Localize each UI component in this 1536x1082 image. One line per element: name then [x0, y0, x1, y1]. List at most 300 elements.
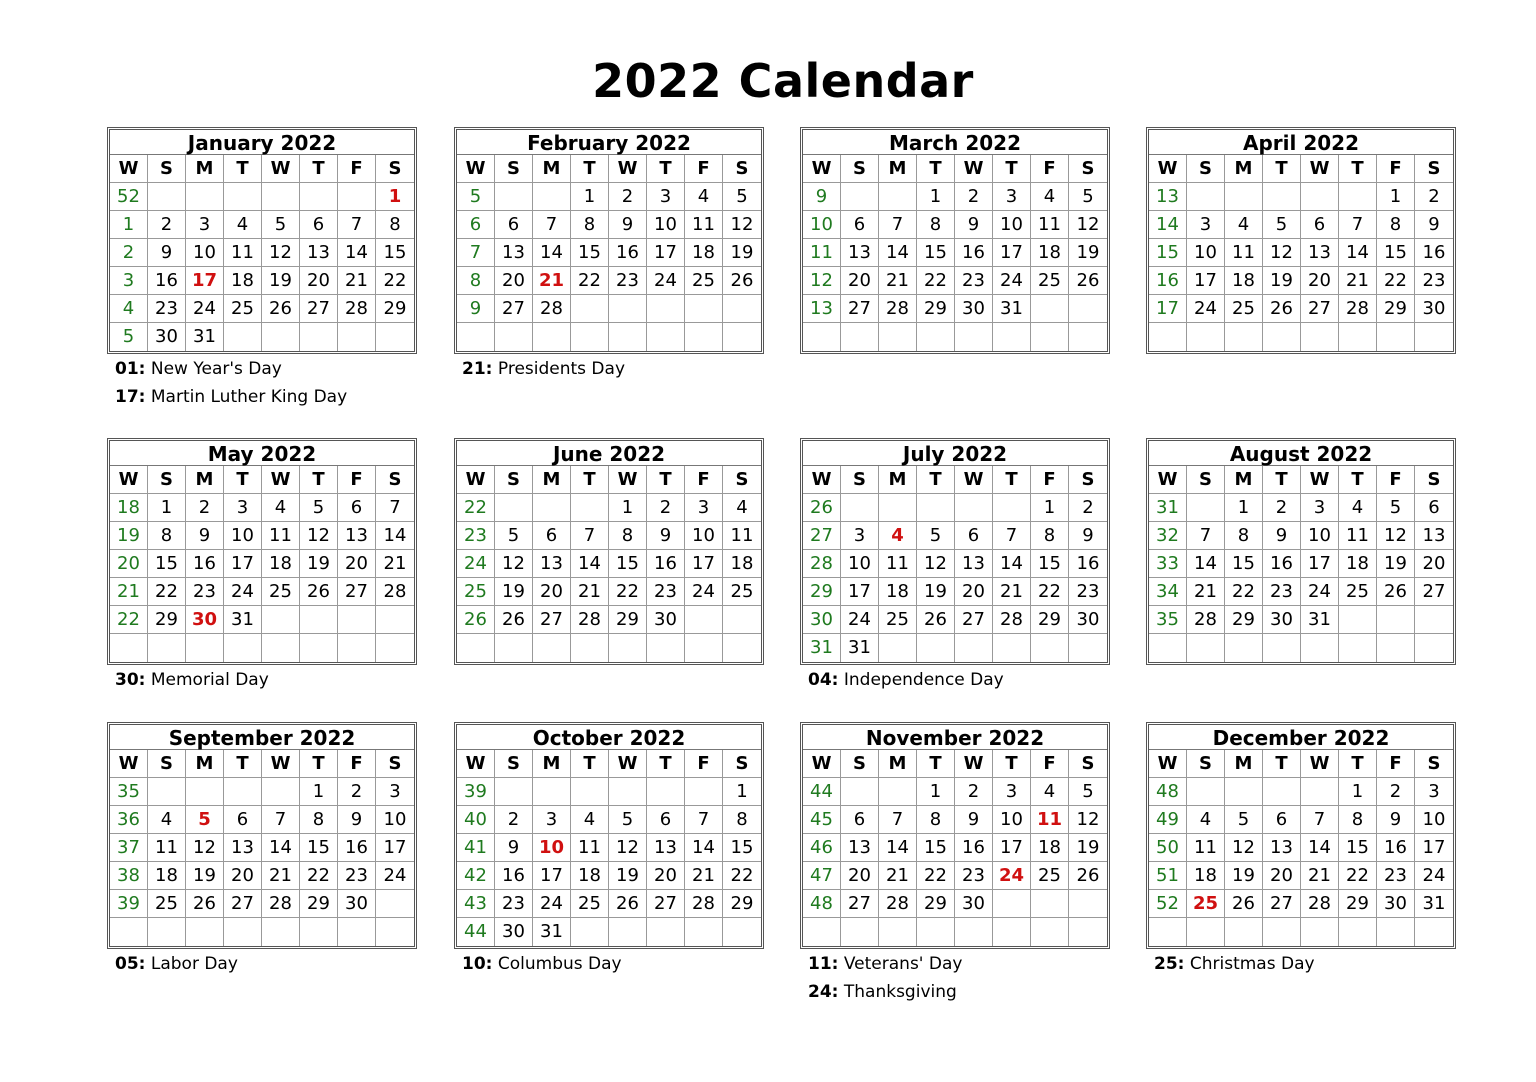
date-cell: 28	[376, 578, 414, 606]
date-cell: 3	[533, 806, 571, 834]
date-cell: 31	[993, 295, 1031, 323]
month-calendar	[800, 127, 1110, 354]
holiday-note-name: Presidents Day	[492, 359, 625, 379]
date-cell: 27	[841, 295, 879, 323]
date-cell	[1339, 606, 1377, 634]
date-cell: 8	[609, 522, 647, 550]
week-number-header: W	[803, 750, 841, 778]
day-header: M	[533, 466, 571, 494]
month-title: July 2022	[803, 441, 1107, 466]
date-cell: 4	[262, 494, 300, 522]
month-title: March 2022	[803, 130, 1107, 155]
date-cell	[262, 918, 300, 946]
holiday-date-cell: 10	[533, 834, 571, 862]
date-cell	[609, 778, 647, 806]
date-cell: 3	[224, 494, 262, 522]
date-cell: 14	[685, 834, 723, 862]
date-cell: 18	[148, 862, 186, 890]
day-header: S	[1415, 155, 1453, 183]
week-number	[457, 634, 495, 662]
date-cell: 6	[533, 522, 571, 550]
week-number: 26	[803, 494, 841, 522]
date-cell: 16	[1377, 834, 1415, 862]
day-header: T	[224, 155, 262, 183]
date-cell: 22	[917, 267, 955, 295]
date-cell: 15	[609, 550, 647, 578]
date-cell: 14	[879, 239, 917, 267]
week-number: 5	[110, 323, 148, 351]
date-cell: 18	[1031, 239, 1069, 267]
date-cell: 27	[533, 606, 571, 634]
day-header: M	[533, 155, 571, 183]
date-cell: 14	[262, 834, 300, 862]
date-cell	[685, 295, 723, 323]
date-cell: 28	[685, 890, 723, 918]
week-number-header: W	[110, 155, 148, 183]
date-cell	[495, 494, 533, 522]
date-cell: 24	[1187, 295, 1225, 323]
date-cell: 6	[841, 806, 879, 834]
date-cell	[533, 778, 571, 806]
date-cell: 11	[571, 834, 609, 862]
date-cell: 4	[571, 806, 609, 834]
date-cell: 9	[1415, 211, 1453, 239]
date-cell: 24	[1301, 578, 1339, 606]
date-cell: 6	[338, 494, 376, 522]
date-cell	[1263, 778, 1301, 806]
date-cell: 6	[1263, 806, 1301, 834]
date-cell: 28	[879, 295, 917, 323]
day-header: W	[609, 155, 647, 183]
date-cell: 8	[1031, 522, 1069, 550]
date-cell: 15	[917, 834, 955, 862]
month-grid	[110, 750, 414, 946]
date-cell: 9	[148, 239, 186, 267]
date-cell	[1069, 323, 1107, 351]
date-cell: 25	[1225, 295, 1263, 323]
date-cell	[186, 634, 224, 662]
date-cell	[495, 634, 533, 662]
date-cell	[1263, 183, 1301, 211]
date-cell	[571, 778, 609, 806]
week-number: 17	[1149, 295, 1187, 323]
date-cell	[1069, 295, 1107, 323]
date-cell: 16	[1263, 550, 1301, 578]
date-cell: 20	[224, 862, 262, 890]
month-title: January 2022	[110, 130, 414, 155]
date-cell: 30	[955, 890, 993, 918]
week-number: 52	[1149, 890, 1187, 918]
date-cell	[879, 778, 917, 806]
date-cell: 1	[300, 778, 338, 806]
date-cell: 2	[495, 806, 533, 834]
date-cell: 10	[376, 806, 414, 834]
week-number	[110, 634, 148, 662]
date-cell: 28	[338, 295, 376, 323]
date-cell: 5	[1263, 211, 1301, 239]
date-cell: 30	[955, 295, 993, 323]
week-number: 26	[457, 606, 495, 634]
date-cell: 22	[376, 267, 414, 295]
holiday-note-day: 01:	[115, 359, 146, 379]
date-cell: 25	[1031, 862, 1069, 890]
date-cell	[993, 634, 1031, 662]
date-cell: 28	[993, 606, 1031, 634]
date-cell: 13	[495, 239, 533, 267]
date-cell	[1301, 634, 1339, 662]
date-cell: 24	[1415, 862, 1453, 890]
date-cell: 6	[224, 806, 262, 834]
day-header: S	[376, 155, 414, 183]
month-grid	[110, 466, 414, 662]
week-number: 22	[110, 606, 148, 634]
date-cell: 28	[262, 890, 300, 918]
date-cell	[1301, 918, 1339, 946]
date-cell	[955, 634, 993, 662]
date-cell	[148, 918, 186, 946]
month-calendar	[1146, 127, 1456, 354]
date-cell	[841, 183, 879, 211]
date-cell: 11	[879, 550, 917, 578]
date-cell: 4	[1225, 211, 1263, 239]
week-number: 31	[803, 634, 841, 662]
week-number: 37	[110, 834, 148, 862]
holiday-note-name: Martin Luther King Day	[145, 387, 348, 407]
week-number: 27	[803, 522, 841, 550]
date-cell: 19	[1377, 550, 1415, 578]
week-number	[1149, 634, 1187, 662]
date-cell: 17	[647, 239, 685, 267]
day-header: S	[376, 466, 414, 494]
day-header: T	[993, 750, 1031, 778]
date-cell	[1415, 634, 1453, 662]
date-cell: 5	[1225, 806, 1263, 834]
date-cell: 28	[571, 606, 609, 634]
week-number: 43	[457, 890, 495, 918]
week-number: 35	[1149, 606, 1187, 634]
date-cell: 2	[186, 494, 224, 522]
date-cell: 1	[917, 183, 955, 211]
day-header: S	[1187, 750, 1225, 778]
date-cell	[338, 606, 376, 634]
date-cell	[841, 778, 879, 806]
day-header: W	[262, 466, 300, 494]
date-cell	[224, 918, 262, 946]
date-cell: 26	[300, 578, 338, 606]
date-cell: 27	[300, 295, 338, 323]
date-cell	[1225, 183, 1263, 211]
date-cell: 22	[571, 267, 609, 295]
week-number: 19	[110, 522, 148, 550]
week-number: 44	[457, 918, 495, 946]
date-cell: 3	[993, 183, 1031, 211]
date-cell: 3	[841, 522, 879, 550]
week-number	[803, 323, 841, 351]
date-cell: 26	[723, 267, 761, 295]
week-number: 8	[457, 267, 495, 295]
week-number: 33	[1149, 550, 1187, 578]
week-number: 49	[1149, 806, 1187, 834]
date-cell	[1225, 323, 1263, 351]
date-cell	[917, 918, 955, 946]
week-number	[110, 918, 148, 946]
date-cell: 11	[262, 522, 300, 550]
date-cell: 12	[495, 550, 533, 578]
date-cell: 14	[571, 550, 609, 578]
date-cell: 13	[224, 834, 262, 862]
date-cell	[148, 183, 186, 211]
date-cell: 15	[1339, 834, 1377, 862]
date-cell: 30	[1069, 606, 1107, 634]
date-cell: 14	[993, 550, 1031, 578]
date-cell: 12	[186, 834, 224, 862]
holiday-note	[808, 978, 1128, 1006]
date-cell	[186, 918, 224, 946]
date-cell: 20	[300, 267, 338, 295]
date-cell: 9	[1263, 522, 1301, 550]
date-cell	[1415, 918, 1453, 946]
date-cell: 19	[917, 578, 955, 606]
holiday-note	[808, 950, 1128, 978]
date-cell: 28	[1339, 295, 1377, 323]
date-cell	[1031, 323, 1069, 351]
week-number: 13	[803, 295, 841, 323]
day-header: W	[609, 466, 647, 494]
month-title: October 2022	[457, 725, 761, 750]
day-header: T	[1263, 155, 1301, 183]
date-cell: 17	[533, 862, 571, 890]
date-cell: 8	[917, 211, 955, 239]
week-number: 9	[803, 183, 841, 211]
holiday-date-cell: 30	[186, 606, 224, 634]
holiday-notes	[462, 355, 782, 383]
date-cell: 25	[685, 267, 723, 295]
date-cell: 23	[955, 267, 993, 295]
date-cell: 25	[224, 295, 262, 323]
day-header: S	[841, 750, 879, 778]
day-header: S	[148, 750, 186, 778]
day-header: W	[609, 750, 647, 778]
day-header: S	[723, 750, 761, 778]
date-cell: 20	[533, 578, 571, 606]
week-number: 9	[457, 295, 495, 323]
week-number: 29	[803, 578, 841, 606]
date-cell: 13	[955, 550, 993, 578]
date-cell: 13	[1415, 522, 1453, 550]
day-header: T	[917, 466, 955, 494]
date-cell	[148, 634, 186, 662]
holiday-note	[115, 666, 435, 694]
month-grid	[110, 155, 414, 351]
date-cell	[1377, 606, 1415, 634]
date-cell: 30	[1415, 295, 1453, 323]
date-cell: 25	[1031, 267, 1069, 295]
date-cell	[1031, 890, 1069, 918]
date-cell	[338, 634, 376, 662]
month-title: June 2022	[457, 441, 761, 466]
date-cell: 24	[186, 295, 224, 323]
date-cell: 12	[723, 211, 761, 239]
date-cell	[376, 918, 414, 946]
date-cell: 25	[148, 890, 186, 918]
week-number: 36	[110, 806, 148, 834]
month-grid	[1149, 155, 1453, 351]
day-header: W	[262, 155, 300, 183]
date-cell: 3	[1415, 778, 1453, 806]
date-cell: 20	[841, 862, 879, 890]
page-title: 2022 Calendar	[592, 54, 974, 108]
date-cell: 23	[148, 295, 186, 323]
day-header: M	[186, 750, 224, 778]
day-header: S	[841, 466, 879, 494]
date-cell	[1031, 634, 1069, 662]
date-cell: 17	[1415, 834, 1453, 862]
week-number: 40	[457, 806, 495, 834]
holiday-date-cell: 5	[186, 806, 224, 834]
date-cell: 11	[148, 834, 186, 862]
day-header: T	[647, 155, 685, 183]
date-cell	[1339, 323, 1377, 351]
date-cell: 21	[1187, 578, 1225, 606]
date-cell: 26	[1377, 578, 1415, 606]
date-cell: 7	[338, 211, 376, 239]
date-cell: 12	[1069, 211, 1107, 239]
date-cell: 7	[879, 806, 917, 834]
date-cell: 30	[148, 323, 186, 351]
week-number: 46	[803, 834, 841, 862]
date-cell: 2	[1377, 778, 1415, 806]
date-cell: 20	[647, 862, 685, 890]
week-number-header: W	[457, 155, 495, 183]
day-header: S	[495, 750, 533, 778]
date-cell: 17	[1301, 550, 1339, 578]
week-number-header: W	[1149, 750, 1187, 778]
week-number-header: W	[457, 466, 495, 494]
date-cell: 16	[955, 239, 993, 267]
date-cell: 16	[338, 834, 376, 862]
date-cell	[1225, 778, 1263, 806]
date-cell: 5	[609, 806, 647, 834]
month-calendar	[1146, 722, 1456, 949]
date-cell: 15	[917, 239, 955, 267]
date-cell: 6	[841, 211, 879, 239]
month-title: September 2022	[110, 725, 414, 750]
holiday-note	[808, 666, 1128, 694]
date-cell	[685, 918, 723, 946]
holiday-note	[1154, 950, 1474, 978]
date-cell: 9	[647, 522, 685, 550]
date-cell: 8	[376, 211, 414, 239]
date-cell: 1	[1225, 494, 1263, 522]
date-cell	[723, 295, 761, 323]
date-cell: 31	[224, 606, 262, 634]
date-cell: 9	[338, 806, 376, 834]
date-cell: 14	[879, 834, 917, 862]
week-number: 39	[457, 778, 495, 806]
date-cell: 3	[1187, 211, 1225, 239]
date-cell: 10	[186, 239, 224, 267]
date-cell: 5	[1069, 183, 1107, 211]
date-cell: 11	[224, 239, 262, 267]
day-header: W	[1301, 750, 1339, 778]
date-cell	[955, 494, 993, 522]
date-cell: 29	[376, 295, 414, 323]
date-cell: 23	[647, 578, 685, 606]
date-cell: 5	[917, 522, 955, 550]
date-cell: 1	[1339, 778, 1377, 806]
date-cell	[1187, 778, 1225, 806]
date-cell: 28	[533, 295, 571, 323]
date-cell: 9	[186, 522, 224, 550]
date-cell: 13	[841, 239, 879, 267]
date-cell: 8	[1377, 211, 1415, 239]
holiday-date-cell: 11	[1031, 806, 1069, 834]
date-cell	[376, 606, 414, 634]
date-cell: 11	[1225, 239, 1263, 267]
date-cell: 5	[300, 494, 338, 522]
date-cell: 4	[224, 211, 262, 239]
holiday-note-name: Christmas Day	[1184, 954, 1315, 974]
date-cell: 26	[1069, 862, 1107, 890]
date-cell	[338, 323, 376, 351]
date-cell: 31	[533, 918, 571, 946]
date-cell: 20	[841, 267, 879, 295]
date-cell: 19	[262, 267, 300, 295]
month-grid	[803, 750, 1107, 946]
month-calendar	[1146, 438, 1456, 665]
date-cell	[879, 323, 917, 351]
day-header: F	[685, 466, 723, 494]
date-cell	[647, 918, 685, 946]
month-calendar	[454, 127, 764, 354]
date-cell	[224, 183, 262, 211]
holiday-note-day: 17:	[115, 387, 146, 407]
date-cell: 18	[1339, 550, 1377, 578]
date-cell: 21	[1301, 862, 1339, 890]
day-header: S	[841, 155, 879, 183]
date-cell: 2	[1069, 494, 1107, 522]
date-cell: 21	[262, 862, 300, 890]
week-number: 3	[110, 267, 148, 295]
date-cell: 7	[993, 522, 1031, 550]
date-cell: 21	[879, 862, 917, 890]
date-cell: 19	[609, 862, 647, 890]
date-cell	[685, 634, 723, 662]
date-cell: 27	[338, 578, 376, 606]
week-number: 44	[803, 778, 841, 806]
date-cell	[1377, 634, 1415, 662]
week-number: 12	[803, 267, 841, 295]
date-cell: 17	[841, 578, 879, 606]
day-header: M	[186, 466, 224, 494]
date-cell	[300, 918, 338, 946]
day-header: F	[685, 750, 723, 778]
date-cell: 17	[224, 550, 262, 578]
date-cell: 20	[1415, 550, 1453, 578]
date-cell	[647, 634, 685, 662]
date-cell: 29	[148, 606, 186, 634]
date-cell: 22	[917, 862, 955, 890]
week-number: 39	[110, 890, 148, 918]
month-grid	[803, 466, 1107, 662]
date-cell: 10	[1301, 522, 1339, 550]
date-cell: 11	[723, 522, 761, 550]
date-cell	[495, 323, 533, 351]
day-header: S	[495, 155, 533, 183]
date-cell: 7	[376, 494, 414, 522]
month-calendar	[800, 722, 1110, 949]
holiday-note-day: 11:	[808, 954, 839, 974]
